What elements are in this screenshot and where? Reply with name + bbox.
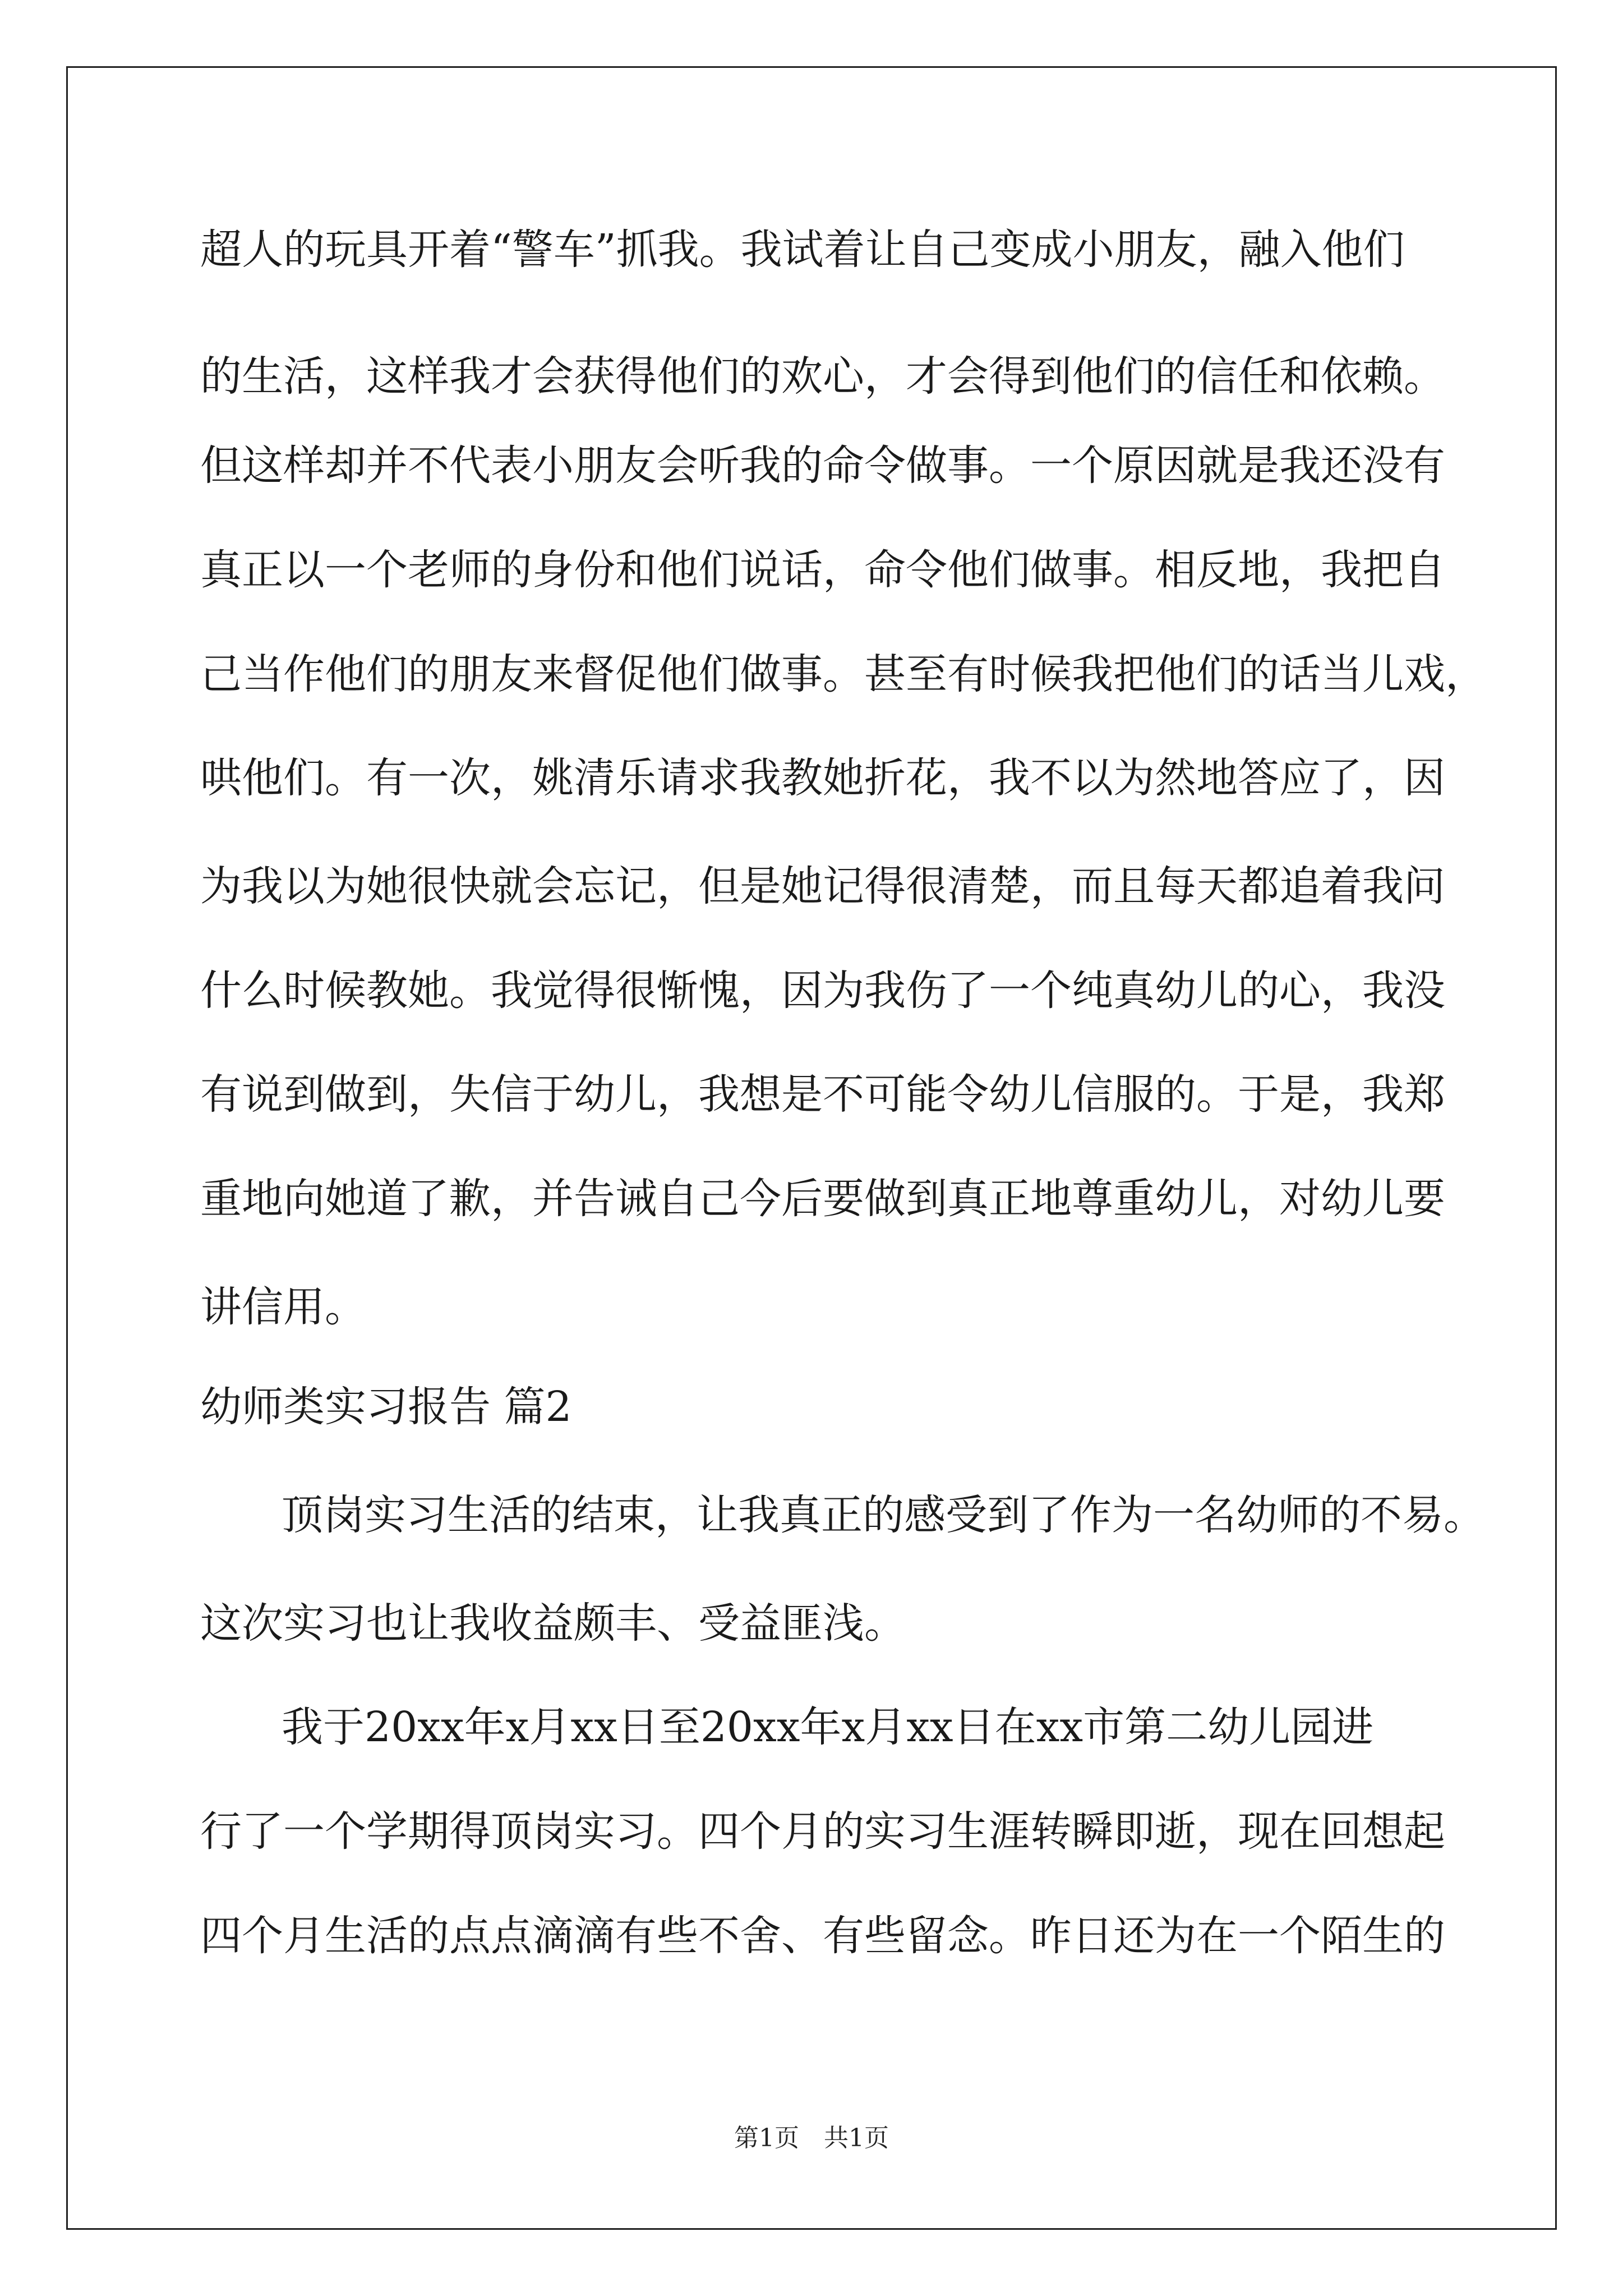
paragraph-2-line-1: 顶岗实习生活的结束，让我真正的感受到了作为一名幼师的不易。	[282, 1491, 1485, 1539]
paragraph-3-line-3: 四个月生活的点点滴滴有些不舍、有些留念。昨日还为在一个陌生的	[200, 1912, 1445, 1960]
body-line-10: 重地向她道了歉，并告诫自己今后要做到真正地尊重幼儿，对幼儿要	[200, 1175, 1445, 1223]
body-line-7: 为我以为她很快就会忘记，但是她记得很清楚，而且每天都追着我问	[200, 862, 1445, 910]
body-line-5: 己当作他们的朋友来督促他们做事。甚至有时候我把他们的话当儿戏，	[200, 650, 1487, 698]
body-line-9: 有说到做到，失信于幼儿，我想是不可能令幼儿信服的。于是，我郑	[200, 1070, 1445, 1119]
body-line-3: 但这样却并不代表小朋友会听我的命令做事。一个原因就是我还没有	[200, 441, 1445, 490]
paragraph-3-line-2: 行了一个学期得顶岗实习。四个月的实习生涯转瞬即逝，现在回想起	[200, 1807, 1445, 1856]
body-line-6: 哄他们。有一次，姚清乐请求我教她折花，我不以为然地答应了，因	[200, 754, 1445, 802]
section-heading: 幼师类实习报告 篇2	[200, 1383, 572, 1431]
page-footer: 第1页 共1页	[734, 2124, 889, 2152]
body-line-11: 讲信用。	[200, 1283, 366, 1331]
body-line-8: 什么时候教她。我觉得很惭愧，因为我伤了一个纯真幼儿的心，我没	[200, 967, 1445, 1015]
body-line-4: 真正以一个老师的身份和他们说话，命令他们做事。相反地，我把自	[200, 546, 1445, 594]
paragraph-3-line-1: 我于20xx年x月xx日至20xx年x月xx日在xx市第二幼儿园进	[282, 1703, 1374, 1751]
paragraph-2-line-2: 这次实习也让我收益颇丰、受益匪浅。	[200, 1599, 906, 1648]
body-line-2: 的生活，这样我才会获得他们的欢心，才会得到他们的信任和依赖。	[200, 352, 1445, 401]
body-line-1: 超人的玩具开着“警车”抓我。我试着让自己变成小朋友，融入他们	[200, 226, 1405, 274]
